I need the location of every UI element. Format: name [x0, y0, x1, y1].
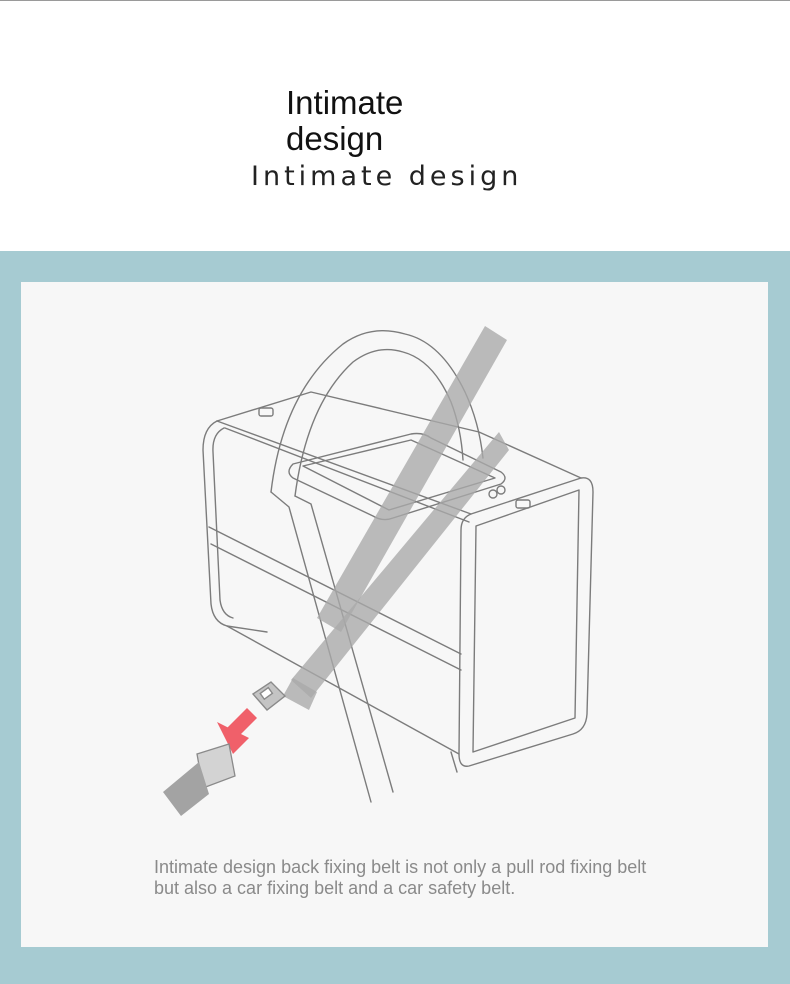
buckle-receiver: [163, 744, 235, 816]
bag-buckle-right: [516, 500, 530, 508]
product-panel: [21, 282, 768, 947]
bag-right-end: [459, 478, 593, 766]
product-frame: [0, 251, 790, 984]
belt-lower: [291, 432, 509, 698]
page-title: Intimate design: [286, 84, 404, 157]
bag-right-end-inner: [473, 490, 579, 752]
bag-left-end-inner: [213, 428, 233, 618]
bag-buckle-left: [259, 408, 273, 416]
bag-back-edge: [217, 392, 581, 478]
zipper-pull-3: [451, 752, 457, 772]
pet-carrier-illustration: [21, 282, 768, 842]
zipper-pull-1: [489, 490, 497, 498]
header-section: [0, 1, 790, 251]
seat-belt: [283, 326, 509, 710]
zipper-pull-2: [497, 486, 505, 494]
belt-tongue: [253, 682, 285, 710]
product-description: Intimate design back fixing belt is not only a pull rod fixing belt but also a car fixing belt and a car safety belt.: [154, 857, 647, 898]
page-subtitle: Intimate design: [251, 161, 523, 192]
